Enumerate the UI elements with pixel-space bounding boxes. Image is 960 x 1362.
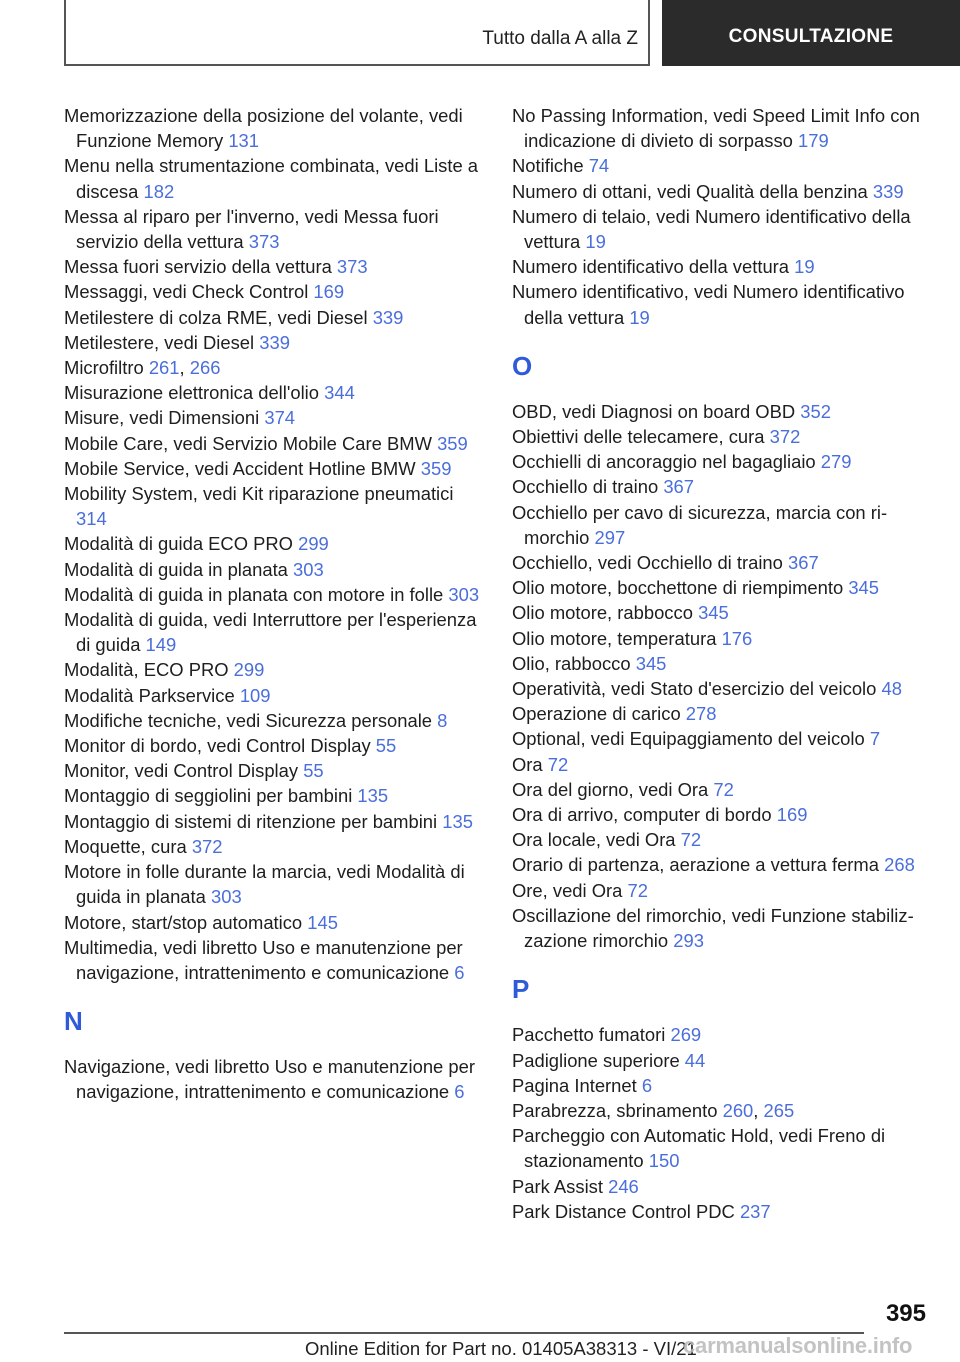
header-section-tab <box>662 0 960 66</box>
index-entry <box>64 910 480 935</box>
index-entry-text: Park Assist <box>512 1175 603 1197</box>
index-entry-text: Metilestere, vedi Diesel <box>64 331 255 353</box>
page-link[interactable]: 19 <box>794 256 815 278</box>
header-rule-bottom <box>64 64 650 66</box>
index-entry <box>512 878 928 903</box>
page-link[interactable]: 246 <box>608 1175 639 1197</box>
page-link[interactable]: 182 <box>143 180 175 202</box>
page-link[interactable]: 344 <box>324 382 355 404</box>
index-entry <box>64 279 480 304</box>
index-entry <box>512 550 928 575</box>
index-entry-text: Messa al riparo per l'inverno, vedi Messa fuori servizio della vettura <box>64 205 439 253</box>
index-entry <box>64 1054 480 1104</box>
index-entry-text: Parcheggio con Automatic Hold, vedi Freno di stazionamento <box>512 1125 886 1172</box>
index-entry-text: Olio motore, bocchettone di riempimento <box>512 577 844 599</box>
index-entry-text: Misure, vedi Dimensioni <box>64 407 260 429</box>
index-entry <box>64 330 480 355</box>
index-entry-text: Messaggi, vedi Check Control <box>64 281 309 303</box>
page-link[interactable]: 48 <box>881 678 902 700</box>
index-entry-text: Microfiltro <box>64 357 144 379</box>
index-entry <box>512 179 928 204</box>
page-link[interactable]: 303 <box>448 583 480 605</box>
index-entry-text: Numero identificativo della vettura <box>512 256 790 278</box>
index-entry <box>512 399 928 424</box>
index-entry: Microfiltro 261, 266 <box>64 357 221 379</box>
page-link[interactable]: 135 <box>357 785 389 807</box>
page-link[interactable]: 131 <box>228 130 259 152</box>
index-entry-text: Numero di ottani, vedi Qualità della benzina <box>512 180 868 202</box>
index-entry-text: Orario di partenza, aerazione a vettura ferma <box>512 854 879 876</box>
index-entry-text: Ora <box>512 753 543 775</box>
index-entry-text: Modalità di guida in planata con motore in folle <box>64 583 444 605</box>
page-link[interactable]: 8 <box>437 709 448 731</box>
page-link[interactable]: 72 <box>680 829 702 851</box>
index-entry-text: Ora di arrivo, computer di bordo <box>512 804 772 826</box>
page-link[interactable]: 339 <box>372 306 404 328</box>
index-entry <box>512 1022 928 1047</box>
page-link[interactable]: 279 <box>820 451 852 473</box>
page-link[interactable]: 367 <box>788 552 819 574</box>
page-number: 395 <box>885 1300 926 1327</box>
page-link[interactable]: 74 <box>588 155 610 177</box>
index-entry <box>64 935 480 985</box>
page-link[interactable]: 260 <box>722 1099 754 1121</box>
index-entry-text: No Passing Information, vedi Speed Limit Info con indicazione di divieto di sorpasso <box>512 105 920 152</box>
page-link[interactable]: 372 <box>769 426 801 448</box>
page-link[interactable]: 169 <box>776 804 808 826</box>
page-link[interactable]: 359 <box>420 457 452 479</box>
page-link[interactable]: 367 <box>663 476 694 498</box>
page-link[interactable]: 345 <box>848 577 880 599</box>
index-entry <box>64 405 480 430</box>
index-entry <box>64 204 480 254</box>
index-entry-text: Modalità Parkservice <box>64 684 235 706</box>
index-entry-text: Monitor, vedi Control Display <box>64 760 299 782</box>
index-entry <box>512 575 928 600</box>
header-rule-divider <box>648 0 650 66</box>
index-entry <box>512 852 928 877</box>
index-entry-text: Notifiche <box>512 155 584 177</box>
index-entry-text: Pagina Internet <box>512 1074 637 1096</box>
page-link[interactable]: 149 <box>145 634 177 656</box>
index-entry <box>512 153 928 178</box>
index-entry <box>512 500 928 550</box>
index-entry-text: Mobile Care, vedi Servizio Mobile Care BMW <box>64 432 432 454</box>
footer-edition: Online Edition for Part no. 01405A38313 - VI/21 <box>305 1338 697 1359</box>
page-link[interactable]: 374 <box>264 407 296 429</box>
index-entry-text: Olio motore, temperatura <box>512 627 717 649</box>
index-entry-text: Modalità di guida in planata <box>64 558 288 580</box>
page-link[interactable]: 6 <box>641 1074 653 1096</box>
index-entry <box>512 254 928 279</box>
page-link[interactable]: 169 <box>313 281 345 303</box>
index-entry-text: Misurazione elettronica dell'olio <box>64 382 319 404</box>
index-entry <box>64 103 480 153</box>
index-entry-text: OBD, vedi Diagnosi on board OBD <box>512 400 796 422</box>
index-entry <box>64 783 480 808</box>
page-link[interactable]: 150 <box>648 1150 680 1172</box>
index-entry-text: Motore in folle durante la marcia, vedi Modalità di guida in planata <box>64 861 465 908</box>
page-link[interactable]: 299 <box>298 533 329 555</box>
index-entry: Parabrezza, sbrinamento 260, 265 <box>512 1099 795 1121</box>
index-entry <box>64 657 480 682</box>
index-entry-text: Ore, vedi Ora <box>512 879 623 901</box>
page-link[interactable]: 359 <box>437 432 468 454</box>
index-entry <box>512 103 928 153</box>
page-link[interactable]: 339 <box>872 180 904 202</box>
index-entry <box>512 449 928 474</box>
index-entry <box>512 279 928 329</box>
index-entry <box>512 676 928 701</box>
index-entry-text: Moquette, cura <box>64 835 187 857</box>
index-entry <box>512 1048 928 1073</box>
index-entry-text: Occhiello, vedi Occhiello di traino <box>512 552 783 574</box>
index-entry <box>512 726 928 751</box>
index-entry <box>512 827 928 852</box>
index-entry <box>64 582 480 607</box>
index-letter-heading: O <box>512 350 533 381</box>
index-entry-text: Padiglione superiore <box>512 1049 680 1071</box>
page-link[interactable]: 345 <box>635 652 667 674</box>
page-link[interactable]: 303 <box>293 558 324 580</box>
page-link[interactable]: 314 <box>76 508 107 530</box>
index-entry <box>64 809 480 834</box>
letter-spacer <box>64 1040 480 1054</box>
index-entry <box>64 456 480 481</box>
index-entry-text: Ora del giorno, vedi Ora <box>512 778 709 800</box>
index-entry <box>512 802 928 827</box>
index-entry-text: Pacchetto fumatori <box>512 1024 666 1046</box>
index-entry <box>512 651 928 676</box>
index-entry-text: Parabrezza, sbrinamento <box>512 1099 718 1121</box>
page-link[interactable]: 109 <box>239 684 271 706</box>
index-entry <box>512 1073 928 1098</box>
index-entry-text: Motore, start/stop automatico <box>64 911 303 933</box>
page-link[interactable]: 19 <box>585 231 606 253</box>
index-entry-text: Multimedia, vedi libretto Uso e manutenzione per navigazione, intrattenimento e comunicazione <box>64 936 463 983</box>
index-entry <box>512 1174 928 1199</box>
index-entry-text: Oscillazione del rimorchio, vedi Funzione stabilizzazione rimorchio <box>512 904 914 952</box>
index-entry-text: Mobility System, vedi Kit riparazione pneumatici <box>64 483 454 505</box>
index-entry-text: Olio, rabbocco <box>512 652 631 674</box>
index-entry-text: Optional, vedi Equipaggiamento del veicolo <box>512 728 865 750</box>
header-title: Tutto dalla A alla Z <box>482 28 638 49</box>
index-entry-text: Olio motore, rabbocco <box>512 602 693 624</box>
page-link[interactable]: 297 <box>594 526 626 548</box>
index-entry-text: Occhiello per cavo di sicurezza, marcia con rimorchio <box>512 501 888 548</box>
index-entry-text: Montaggio di sistemi di ritenzione per bambini <box>64 810 438 832</box>
index-entry <box>512 474 928 499</box>
index-entry <box>512 424 928 449</box>
index-entry <box>64 733 480 758</box>
index-entry <box>64 305 480 330</box>
index-entry <box>512 1199 928 1224</box>
page-link[interactable]: 145 <box>307 911 338 933</box>
index-entry <box>512 600 928 625</box>
index-entry-text: Menu nella strumentazione combinata, vedi Liste a discesa <box>64 155 479 202</box>
index-entry-text: Monitor di bordo, vedi Control Display <box>64 735 371 757</box>
index-entry-text: Messa fuori servizio della vettura <box>64 256 332 278</box>
index-entry <box>512 701 928 726</box>
page-link[interactable]: 179 <box>798 130 829 152</box>
page-link[interactable]: 265 <box>763 1099 795 1121</box>
index-entry-text: Mobile Service, vedi Accident Hotline BMW <box>64 457 416 479</box>
page-link[interactable]: 303 <box>211 886 242 908</box>
page-link[interactable]: 345 <box>698 602 729 624</box>
index-entry <box>64 153 480 203</box>
page-link[interactable]: 19 <box>629 306 650 328</box>
index-entry <box>64 834 480 859</box>
index-entry-text: Numero identificativo, vedi Numero identificativo della vettura <box>512 281 905 328</box>
index-entry <box>64 683 480 708</box>
index-entry-text: Modifiche tecniche, vedi Sicurezza personale <box>64 709 433 731</box>
index-entry <box>512 626 928 651</box>
index-entry-text: Park Distance Control PDC <box>512 1200 735 1222</box>
index-entry <box>512 903 928 953</box>
index-entry <box>64 254 480 279</box>
page-link[interactable]: 7 <box>869 728 881 750</box>
index-entry <box>64 481 480 531</box>
page-link[interactable]: 55 <box>303 760 324 782</box>
index-entry <box>64 557 480 582</box>
index-entry-text: Montaggio di seggiolini per bambini <box>64 785 353 807</box>
header-rule-left <box>64 0 66 66</box>
page-link[interactable]: 72 <box>713 778 734 800</box>
index-entry <box>64 380 480 405</box>
page-link[interactable]: 6 <box>454 1081 465 1103</box>
page-link[interactable]: 135 <box>442 810 473 832</box>
index-letter-heading: N <box>64 1006 83 1037</box>
index-entry-text: Obiettivi delle telecamere, cura <box>512 426 765 448</box>
page-link[interactable]: 72 <box>547 753 569 775</box>
index-column-left <box>64 103 480 1105</box>
index-entry <box>64 708 480 733</box>
index-entry-text: Numero di telaio, vedi Numero identificativo della vettura <box>512 205 911 253</box>
index-entry-text: Modalità di guida ECO PRO <box>64 533 293 555</box>
page-link[interactable]: 266 <box>189 357 221 379</box>
index-entry <box>64 531 480 556</box>
page-link[interactable]: 269 <box>670 1024 702 1046</box>
index-entry-text: Modalità di guida, vedi Interruttore per l'esperienza di guida <box>64 609 477 656</box>
page-link[interactable]: 237 <box>739 1200 771 1222</box>
index-entry-text: Metilestere di colza RME, vedi Diesel <box>64 306 368 328</box>
index-entry <box>64 431 480 456</box>
page-link[interactable]: 352 <box>800 400 831 422</box>
page-link[interactable]: 299 <box>233 659 265 681</box>
index-entry <box>64 607 480 657</box>
page-link[interactable]: 268 <box>884 854 915 876</box>
page-link[interactable]: 261 <box>148 357 180 379</box>
index-entry <box>512 1123 928 1173</box>
index-entry-text: Navigazione, vedi libretto Uso e manutenzione per navigazione, intrattenimento e comunicazione <box>64 1056 475 1103</box>
page-link[interactable]: 372 <box>191 835 223 857</box>
index-entry-text: Operatività, vedi Stato d'esercizio del veicolo <box>512 678 877 700</box>
letter-spacer <box>512 1008 928 1022</box>
index-entry-text: Memorizzazione della posizione del volante, vedi Funzione Memory <box>64 105 463 152</box>
index-entry <box>64 758 480 783</box>
index-letter-heading: P <box>512 974 530 1005</box>
page-link[interactable]: 176 <box>721 627 753 649</box>
page-link[interactable]: 373 <box>248 231 280 253</box>
page-link[interactable]: 278 <box>685 703 717 725</box>
header-section-label: CONSULTAZIONE <box>728 26 894 47</box>
index-entry <box>512 777 928 802</box>
index-entry <box>512 204 928 254</box>
page-link[interactable]: 293 <box>673 930 704 952</box>
index-entry-text: Ora locale, vedi Ora <box>512 829 676 851</box>
index-entry-text: Modalità, ECO PRO <box>64 659 229 681</box>
index-column-right <box>512 103 928 1224</box>
index-entry-text: Operazione di carico <box>512 703 681 725</box>
page-link[interactable]: 339 <box>259 331 290 353</box>
letter-spacer <box>512 385 928 399</box>
index-entry <box>512 752 928 777</box>
page-link[interactable]: 72 <box>627 879 648 901</box>
page-link[interactable]: 373 <box>336 256 368 278</box>
page-link[interactable]: 44 <box>684 1049 706 1071</box>
page-link[interactable]: 55 <box>375 735 397 757</box>
index-entry-text: Occhiello di traino <box>512 476 659 498</box>
index-entry-text: Occhielli di ancoraggio nel bagagliaio <box>512 451 816 473</box>
index-entry <box>64 859 480 909</box>
page-link[interactable]: 6 <box>454 961 465 983</box>
watermark-logo: carmanualsonline.info <box>683 1333 913 1358</box>
